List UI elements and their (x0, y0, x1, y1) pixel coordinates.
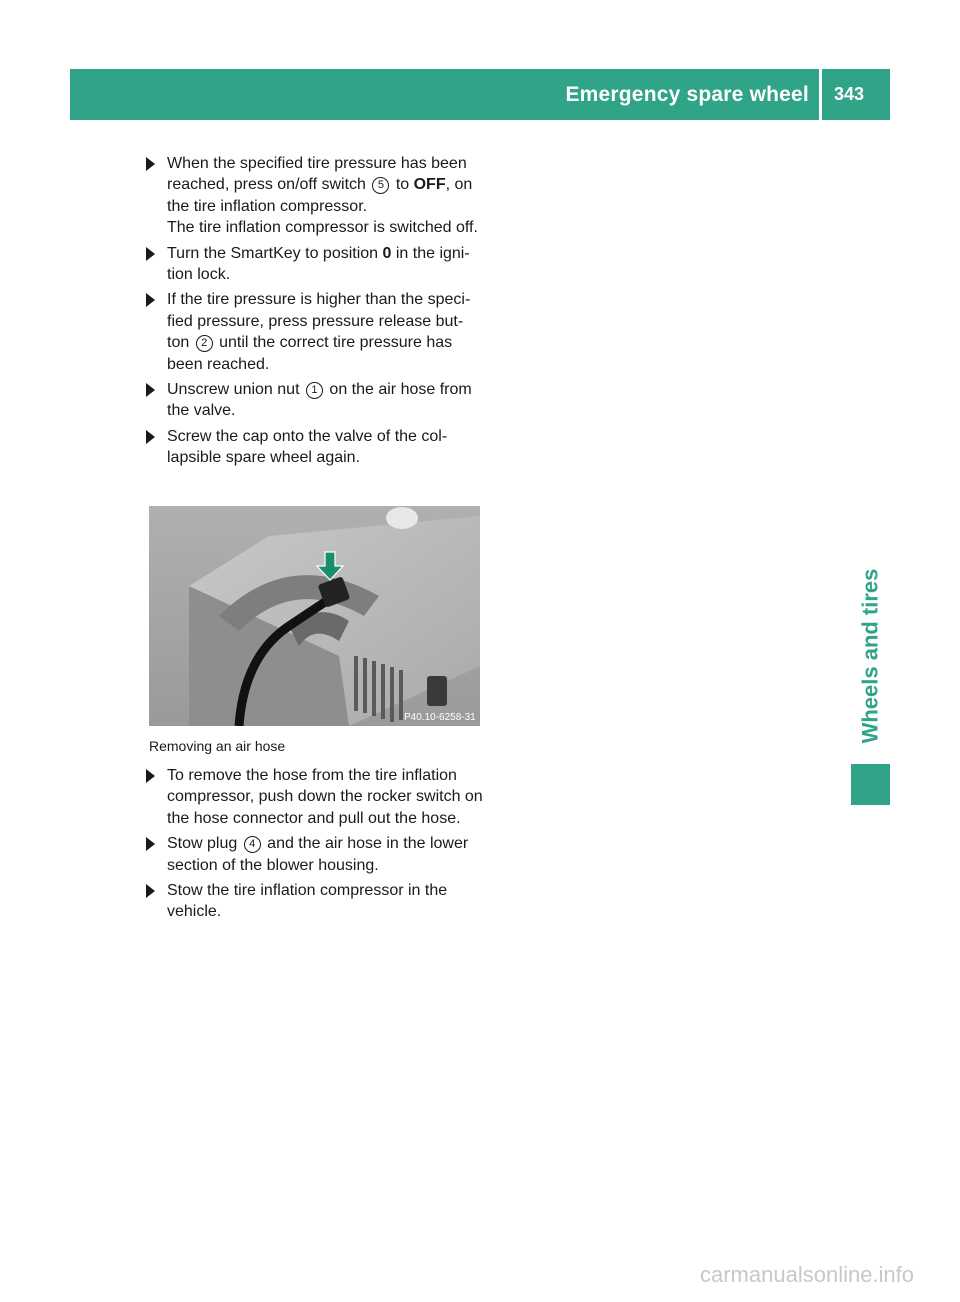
callout-5-icon: 5 (372, 177, 389, 194)
step-item: Stow plug 4 and the air hose in the lower section of the blower housing. (146, 833, 486, 876)
callout-4-icon: 4 (244, 836, 261, 853)
chapter-tab (850, 556, 890, 756)
callout-2-icon: 2 (196, 335, 213, 352)
step-item: Stow the tire inflation compressor in the vehicle. (146, 880, 486, 923)
step-arrow-icon (146, 247, 155, 261)
step-arrow-icon (146, 430, 155, 444)
step-arrow-icon (146, 383, 155, 397)
step-arrow-icon (146, 769, 155, 783)
step-arrow-icon (146, 837, 155, 851)
step-item: When the specified tire pressure has been reached, press on/off switch 5 to OFF, on the tire inflation compressor. The tire inflation compressor is switched off. (146, 153, 486, 239)
chapter-tab-marker (851, 764, 890, 805)
step-item: Unscrew union nut 1 on the air hose from the valve. (146, 379, 486, 422)
step-arrow-icon (146, 884, 155, 898)
chapter-tab-label: Wheels and tires (857, 568, 882, 744)
step-item: Screw the cap onto the valve of the col- lapsible spare wheel again. (146, 426, 486, 469)
instructions-top (146, 153, 486, 473)
header-bar (70, 69, 890, 120)
compressor-illustration (149, 506, 480, 726)
section-title: Emergency spare wheel (565, 82, 809, 106)
page-number: 343 (833, 84, 864, 104)
instructions-bottom (146, 765, 486, 927)
step-item: Turn the SmartKey to position 0 in the igni- tion lock. (146, 243, 486, 286)
step-arrow-icon (146, 293, 155, 307)
figure-code: P40.10-6258-31 (404, 712, 476, 723)
step-arrow-icon (146, 157, 155, 171)
callout-1-icon: 1 (306, 382, 323, 399)
step-result: The tire inflation compressor is switched off. (167, 219, 478, 237)
watermark: carmanualsonline.info (700, 1262, 915, 1287)
air-hose-diagram (149, 506, 480, 726)
figure-caption: Removing an air hose (149, 738, 286, 754)
step-item: To remove the hose from the tire inflation compressor, push down the rocker switch on the hose connector and pull out the hose. (146, 765, 486, 829)
step-item: If the tire pressure is higher than the speci- fied pressure, press pressure release but- ton 2 until the correct tire pressure has been reached. (146, 289, 486, 375)
